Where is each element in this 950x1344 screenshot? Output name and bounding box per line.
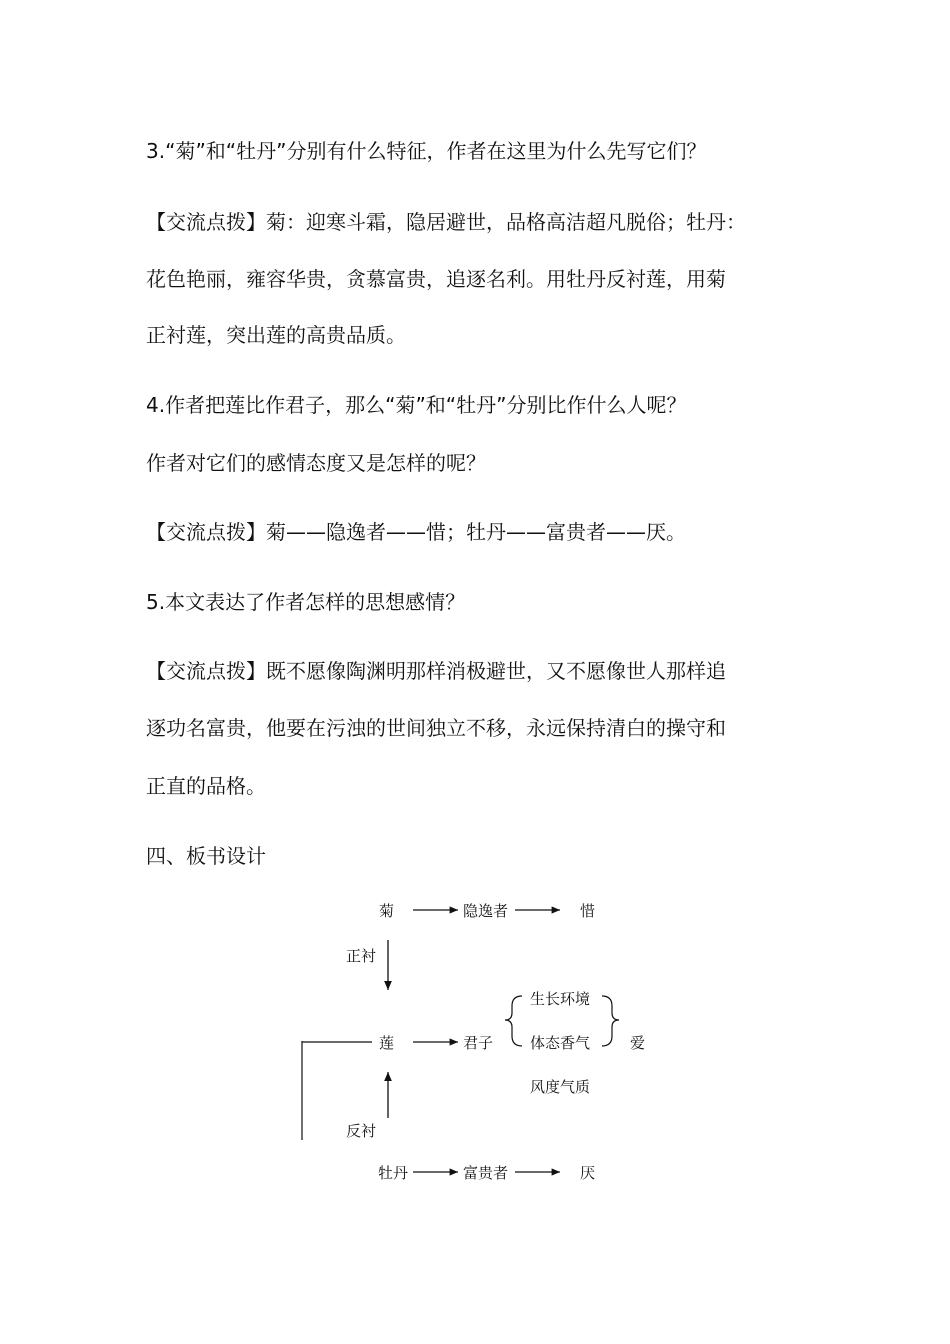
section-heading-board-design: 四、板书设计 bbox=[146, 844, 266, 868]
node-mudan-feeling: 厌 bbox=[580, 1164, 596, 1182]
q4-question-line1: 4.作者把莲比作君子，那么“菊”和“牡丹”分别比作什么人呢？ bbox=[146, 393, 687, 417]
q3-answer-line3: 正衬莲，突出莲的高贵品质。 bbox=[146, 323, 406, 347]
q5-question: 5.本文表达了作者怎样的思想感情？ bbox=[146, 590, 466, 614]
q4-answer: 【交流点拨】菊——隐逸者——惜；牡丹——富贵者——厌。 bbox=[146, 520, 686, 544]
q3-question: 3.“菊”和“牡丹”分别有什么特征，作者在这里为什么先写它们？ bbox=[146, 139, 707, 163]
trait-demeanor: 风度气质 bbox=[530, 1078, 591, 1096]
trait-posture-fragrance: 体态香气 bbox=[530, 1034, 591, 1052]
node-ju-person: 隐逸者 bbox=[463, 902, 509, 920]
q5-answer-line3: 正直的品格。 bbox=[146, 774, 266, 798]
q3-answer-line1: 【交流点拨】菊：迎寒斗霜，隐居避世，品格高洁超凡脱俗；牡丹： bbox=[146, 210, 746, 234]
node-mudan-person: 富贵者 bbox=[463, 1164, 509, 1182]
node-ai: 爱 bbox=[630, 1034, 646, 1052]
label-fan-chen: 反衬 bbox=[346, 1122, 377, 1140]
q4-question-line2: 作者对它们的感情态度又是怎样的呢？ bbox=[146, 451, 486, 475]
node-junzi: 君子 bbox=[463, 1034, 494, 1052]
label-zheng-chen: 正衬 bbox=[346, 947, 377, 965]
q3-answer-line2: 花色艳丽，雍容华贵，贪慕富贵，追逐名利。用牡丹反衬莲，用菊 bbox=[146, 267, 726, 291]
trait-growth-environment: 生长环境 bbox=[530, 990, 591, 1008]
node-lian: 莲 bbox=[379, 1034, 395, 1052]
node-mudan: 牡丹 bbox=[378, 1164, 409, 1182]
q5-answer-line1: 【交流点拨】既不愿像陶渊明那样消极避世，又不愿像世人那样追 bbox=[146, 659, 726, 683]
node-ju-feeling: 惜 bbox=[580, 902, 596, 920]
node-ju: 菊 bbox=[379, 902, 395, 920]
q5-answer-line2: 逐功名富贵，他要在污浊的世间独立不移，永远保持清白的操守和 bbox=[146, 716, 726, 740]
left-brace bbox=[505, 996, 522, 1046]
right-brace bbox=[602, 996, 619, 1046]
